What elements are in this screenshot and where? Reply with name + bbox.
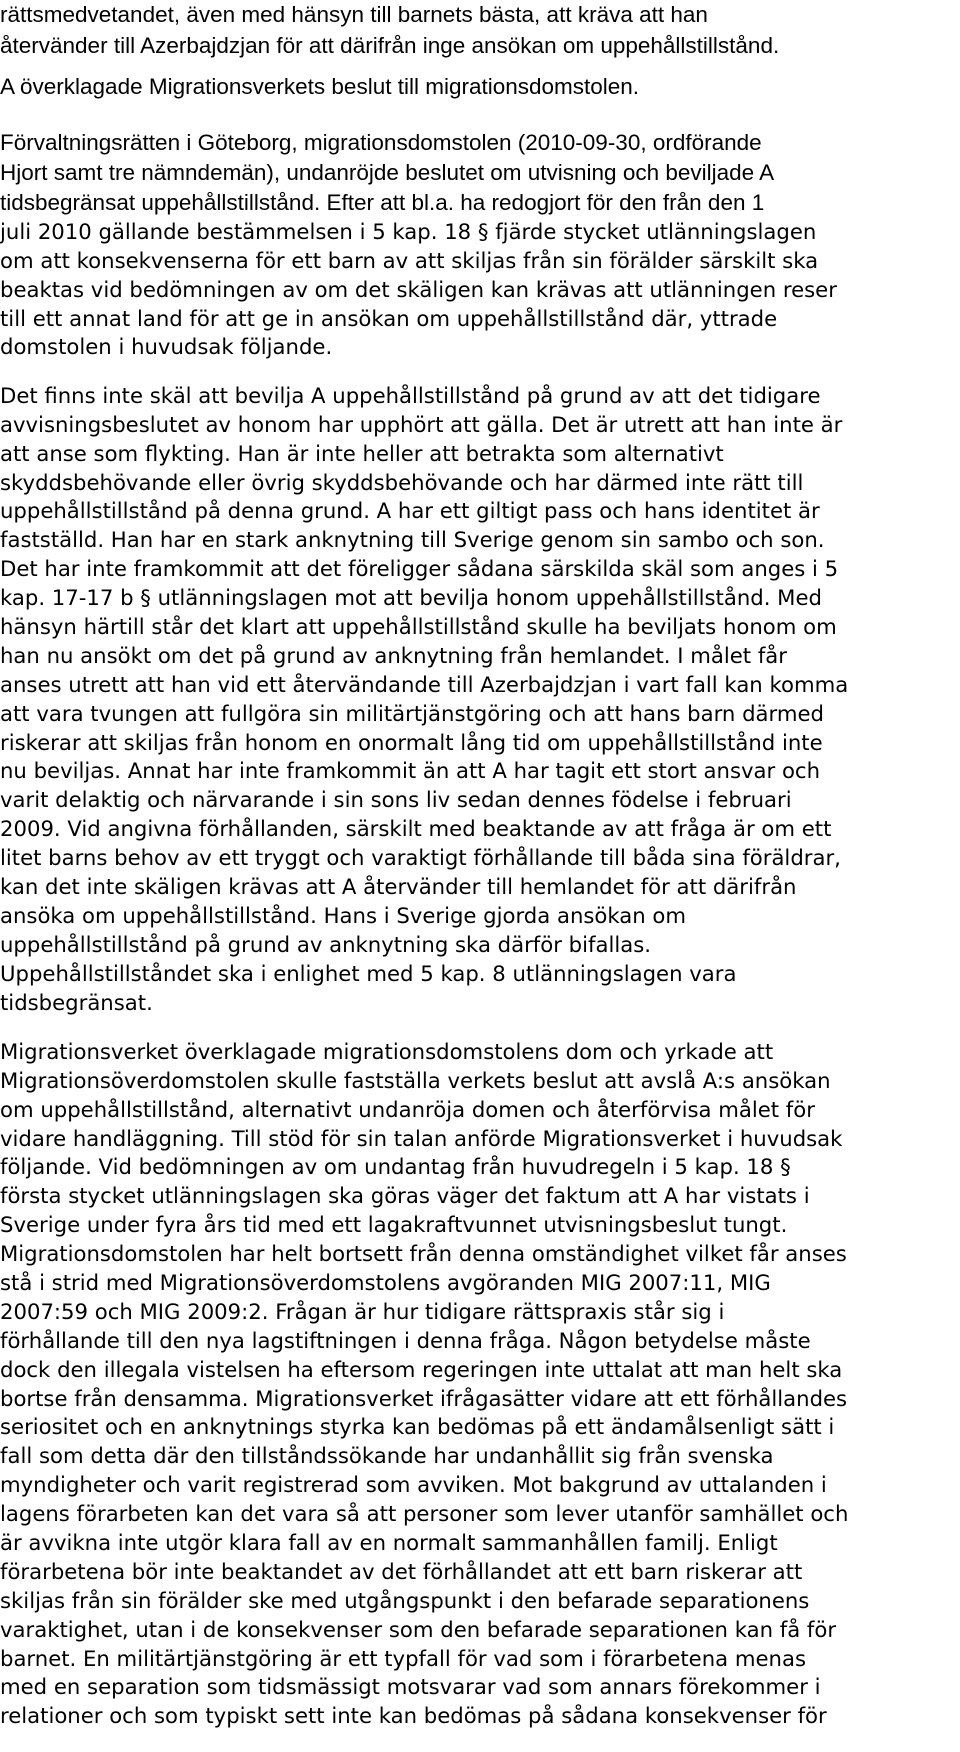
text-line: om uppehållstillstånd, alternativt undanröja domen och återförvisa målet för (0, 1097, 815, 1122)
text-line: seriositet och en anknytnings styrka kan bedömas på ett ändamålsenligt sätt i (0, 1414, 835, 1439)
text-line: stå i strid med Migrationsöverdomstolens avgöranden MIG 2007:11, MIG (0, 1270, 771, 1295)
text-line: barnet. En militärtjänstgöring är ett typfall för vad som i förarbetena menas (0, 1646, 806, 1671)
text-line: 2007:59 och MIG 2009:2. Frågan är hur tidigare rättspraxis står sig i (0, 1299, 725, 1324)
text-line: skiljas från sin förälder ske med utgångspunkt i den befarade separationens (0, 1588, 810, 1613)
text-line: fall som detta där den tillståndssökande har undanhållit sig från svenska (0, 1443, 774, 1468)
text-line: Förvaltningsrätten i Göteborg, migrationsdomstolen (2010-09-30, ordförande (0, 130, 762, 155)
text-line: kap. 17-17 b § utlänningslagen mot att bevilja honom uppehållstillstånd. Med (0, 585, 822, 610)
text-line: uppehållstillstånd på grund av anknytning ska därför bifallas. (0, 932, 651, 957)
text-line: Det finns inte skäl att bevilja A uppehållstillstånd på grund av att det tidigare (0, 383, 821, 408)
text-line: fastställd. Han har en stark anknytning till Sverige genom sin sambo och son. (0, 527, 825, 552)
text-line: Det har inte framkommit att det föreligger sådana särskilda skäl som anges i 5 (0, 556, 839, 581)
text-line: med en separation som tidsmässigt motsvarar vad som annars förekommer i (0, 1674, 821, 1699)
text-line: om att konsekvenserna för ett barn av att skiljas från sin förälder särskilt ska (0, 248, 819, 273)
text-line: ansöka om uppehållstillstånd. Hans i Sverige gjorda ansökan om (0, 903, 687, 928)
text-line: vidare handläggning. Till stöd för sin talan anförde Migrationsverket i huvudsak (0, 1126, 843, 1151)
text-line: riskerar att skiljas från honom en onormalt lång tid om uppehållstillstånd inte (0, 730, 823, 755)
text-line: är avvikna inte utgör klara fall av en normalt sammanhållen familj. Enligt (0, 1530, 778, 1555)
text-line: varit delaktig och närvarande i sin sons liv sedan dennes födelse i februari (0, 787, 792, 812)
text-line: förarbetena bör inte beaktandet av det förhållandet att ett barn riskerar att (0, 1559, 803, 1584)
text-line: tidsbegränsat. (0, 990, 153, 1015)
text-line: juli 2010 gällande bestämmelsen i 5 kap. 18 § fjärde stycket utlänningslagen (0, 219, 817, 244)
text-line: bortse från densamma. Migrationsverket ifrågasätter vidare att ett förhållandes (0, 1386, 848, 1411)
text-line: litet barns behov av ett tryggt och varaktigt förhållande till båda sina föräldrar, (0, 845, 841, 870)
text-line: till ett annat land för att ge in ansökan om uppehållstillstånd där, yttrade (0, 306, 778, 331)
text-line: domstolen i huvudsak följande. (0, 334, 333, 359)
text-line: hänsyn härtill står det klart att uppehållstillstånd skulle ha beviljats honom om (0, 614, 837, 639)
text-line: förhållande till den nya lagstiftningen i denna fråga. Någon betydelse måste (0, 1328, 811, 1353)
text-line: att anse som flykting. Han är inte heller att betrakta som alternativt (0, 441, 724, 466)
text-line: Migrationsöverdomstolen skulle fastställa verkets beslut att avslå A:s ansökan (0, 1068, 831, 1093)
text-line: uppehållstillstånd på denna grund. A har ett giltigt pass och hans identitet är (0, 498, 820, 523)
text-line: dock den illegala vistelsen ha eftersom regeringen inte uttalat att man helt ska (0, 1357, 843, 1382)
text-line: varaktighet, utan i de konsekvenser som den befarade separationen kan få för (0, 1617, 837, 1642)
text-line: skyddsbehövande eller övrig skyddsbehövande och har därmed inte rätt till (0, 470, 804, 495)
text-line: lagens förarbeten kan det vara så att personer som lever utanför samhället och (0, 1501, 849, 1526)
text-line: nu beviljas. Annat har inte framkommit än att A har tagit ett stort ansvar och (0, 758, 821, 783)
text-line: tidsbegränsat uppehållstillstånd. Efter att bl.a. ha redogjort för den från den 1 (0, 190, 765, 215)
text-line: 2009. Vid angivna förhållanden, särskilt med beaktande av att fråga är om ett (0, 816, 832, 841)
text-line: följande. Vid bedömningen av om undantag från huvudregeln i 5 kap. 18 § (0, 1154, 791, 1179)
text-line: återvänder till Azerbajdzjan för att därifrån inge ansökan om uppehållstillstånd. (0, 33, 780, 58)
text-line: anses utrett att han vid ett återvändande till Azerbajdzjan i vart fall kan komma (0, 672, 849, 697)
text-line: första stycket utlänningslagen ska göras väger det faktum att A har vistats i (0, 1183, 810, 1208)
text-line: beaktas vid bedömningen av om det skäligen kan krävas att utlänningen reser (0, 277, 837, 302)
text-line: att vara tvungen att fullgöra sin militärtjänstgöring och att hans barn därmed (0, 701, 824, 726)
text-line: rättsmedvetandet, även med hänsyn till barnets bästa, att kräva att han (0, 2, 708, 27)
text-line: Migrationsverket överklagade migrationsdomstolens dom och yrkade att (0, 1039, 774, 1064)
text-line: avvisningsbeslutet av honom har upphört att gälla. Det är utrett att han inte är (0, 412, 843, 437)
text-line: kan det inte skäligen krävas att A återvänder till hemlandet för att därifrån (0, 874, 797, 899)
text-line: Uppehållstillståndet ska i enlighet med 5 kap. 8 utlänningslagen vara (0, 961, 737, 986)
text-line: Sverige under fyra års tid med ett lagakraftvunnet utvisningsbeslut tungt. (0, 1212, 788, 1237)
text-line: han nu ansökt om det på grund av anknytning från hemlandet. I målet får (0, 643, 787, 668)
text-line: myndigheter och varit registrerad som avviken. Mot bakgrund av uttalanden i (0, 1472, 827, 1497)
text-line: Migrationsdomstolen har helt bortsett från denna omständighet vilket får anses (0, 1241, 847, 1266)
text-line: relationer och som typiskt sett inte kan bedömas på sådana konsekvenser för (0, 1703, 827, 1728)
text-line: A överklagade Migrationsverkets beslut till migrationsdomstolen. (0, 74, 640, 99)
text-line: Hjort samt tre nämndemän), undanröjde beslutet om utvisning och beviljade A (0, 160, 775, 185)
